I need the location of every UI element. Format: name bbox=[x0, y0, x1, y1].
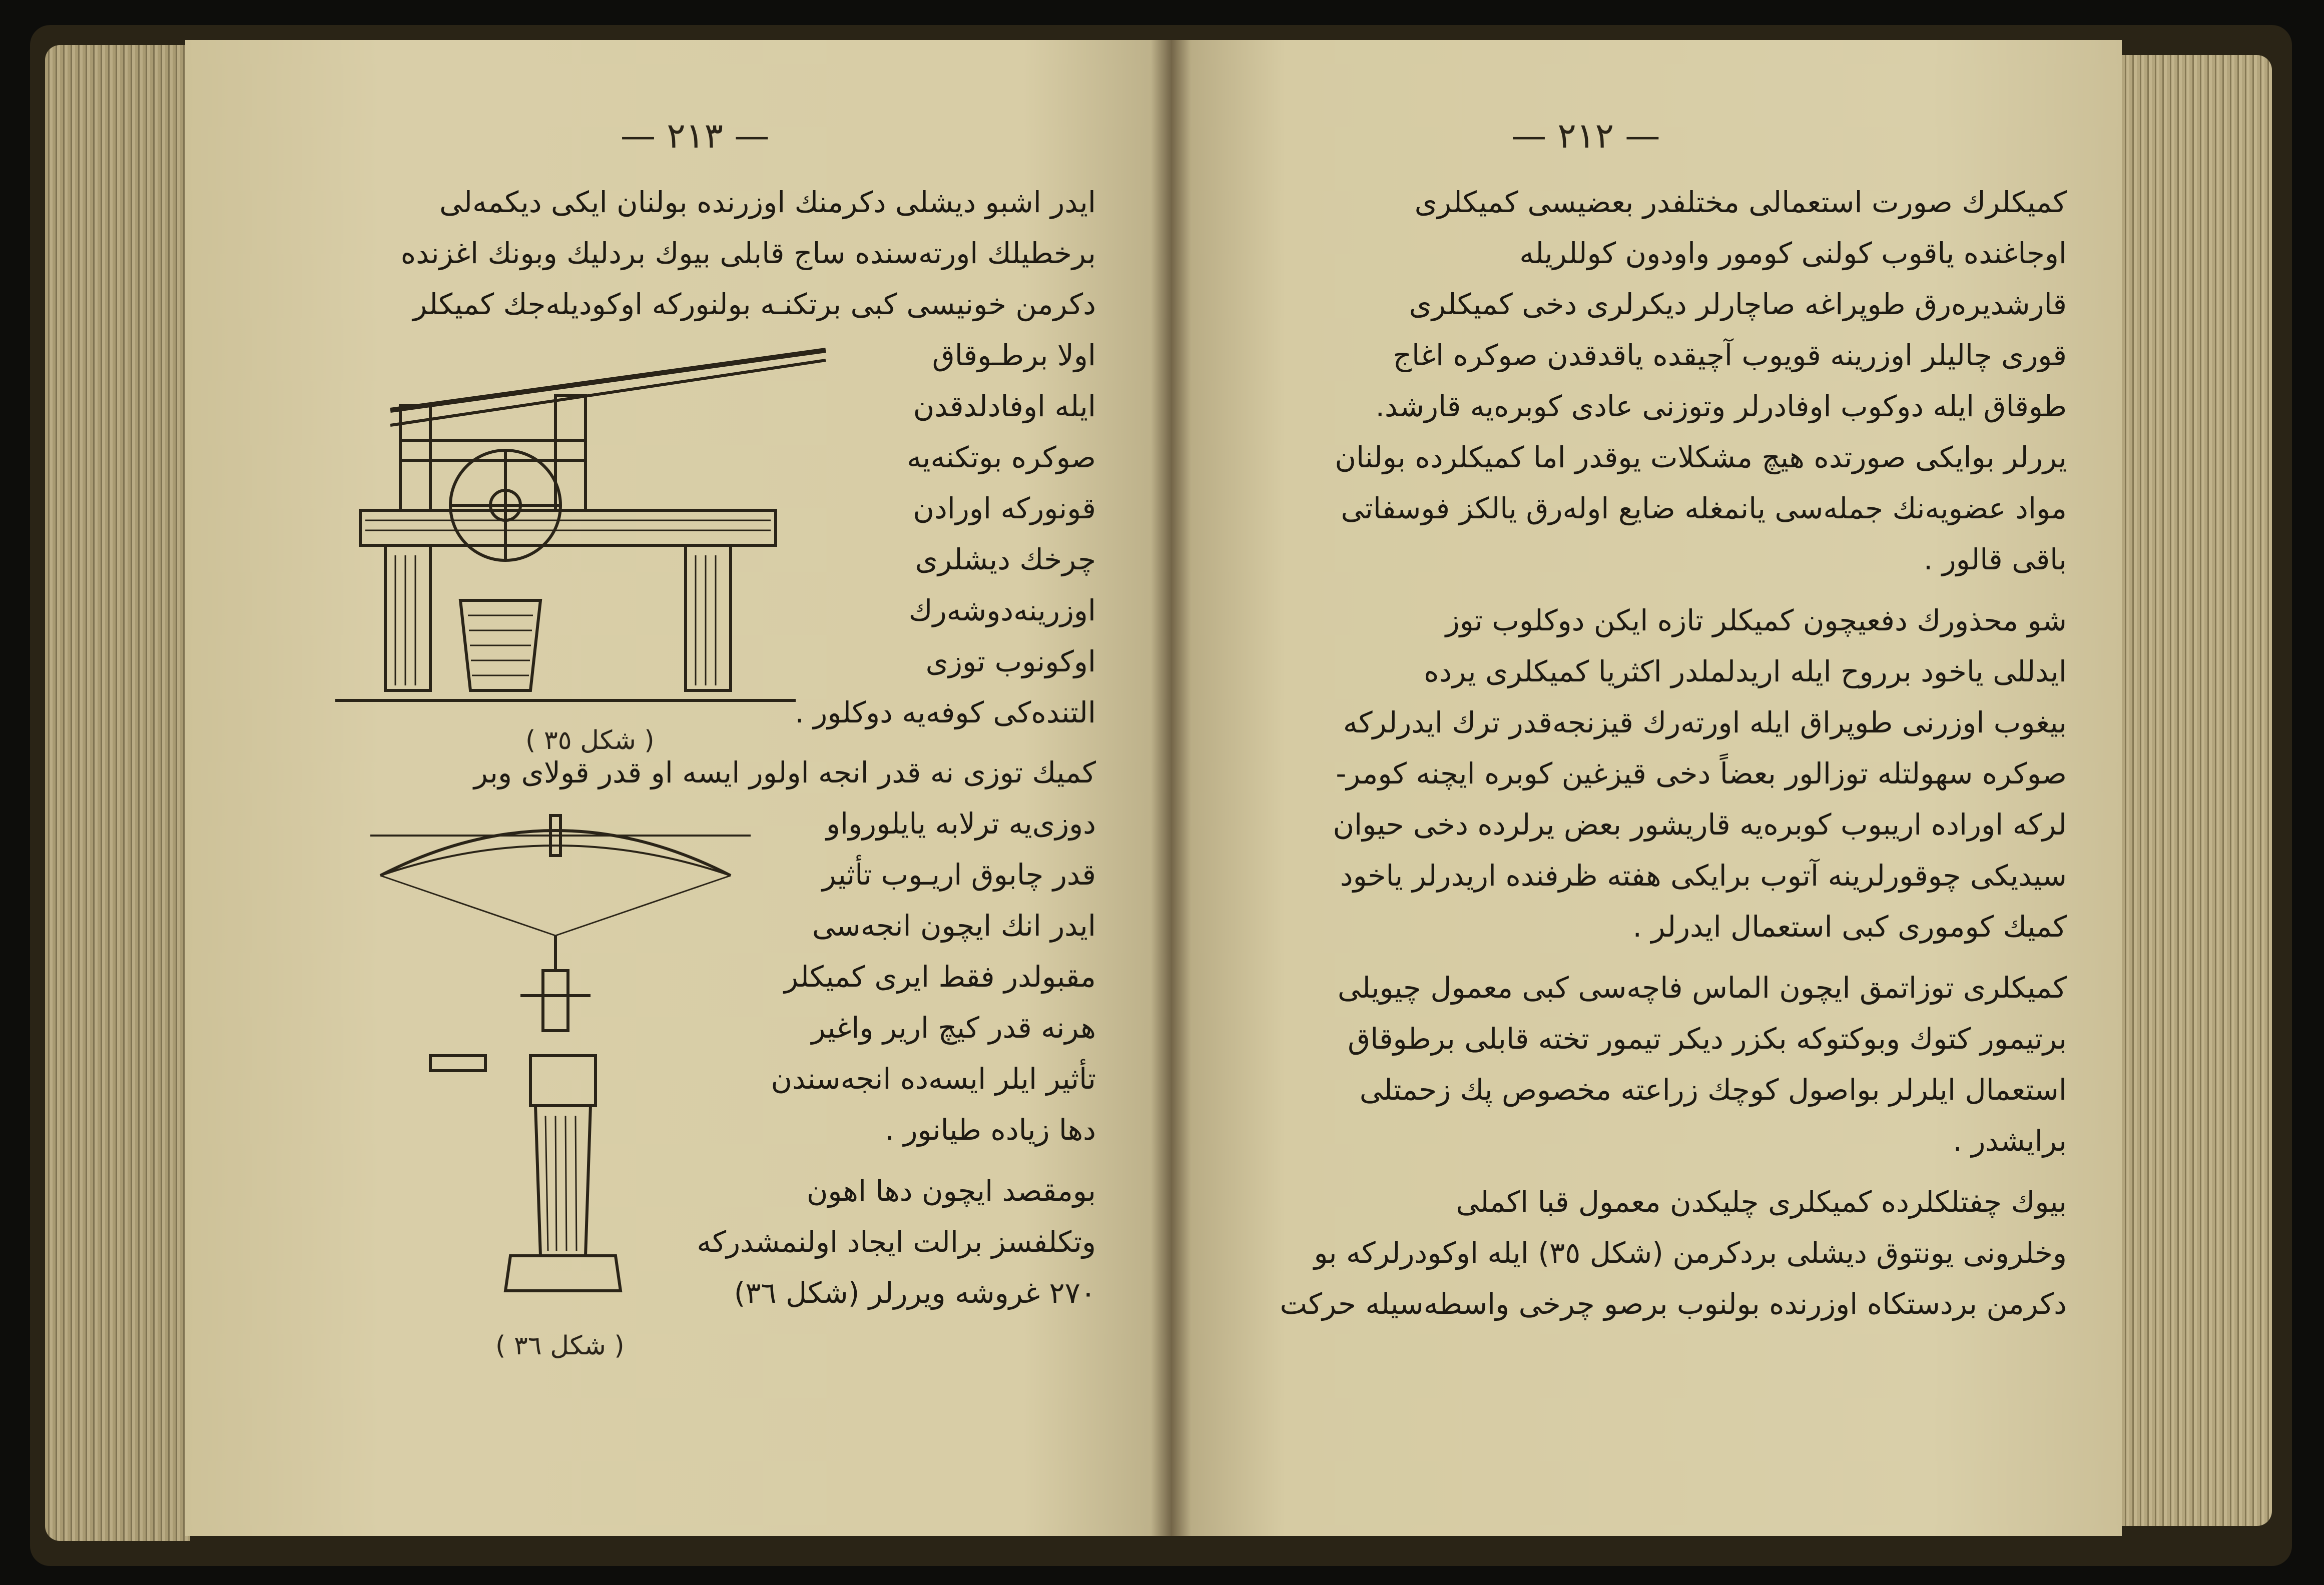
text-line: دها زياده طيانور . bbox=[885, 1113, 1096, 1147]
text-line: باقى قالور . bbox=[1923, 542, 2067, 576]
text-line: ٢٧٠ غروشه ويررلر (شكل ٣٦) bbox=[734, 1276, 1096, 1310]
text-line: قونوركه اورادن bbox=[913, 491, 1096, 525]
text-line: بومقصد ايچون دها اهون bbox=[806, 1174, 1096, 1208]
text-line: كميك كومورى كبى استعمال ايدرلر . bbox=[1632, 910, 2067, 944]
text-line: يررلر بوايكى صورتده هيچ مشكلات يوقدر اما كميكلرده بولنان bbox=[1335, 440, 2067, 474]
text-line: مقبولدر فقط ايرى كميكلر bbox=[784, 960, 1096, 994]
text-line: چرخك ديشلرى bbox=[915, 542, 1096, 576]
text-line: بيغوب اوزرنى طوپراق ايله اورته‌رك قيزنجه‌قدر ترك ايدرلركه bbox=[1343, 705, 2067, 739]
text-line: دوزى‌يه ترلابه يايلورواو bbox=[826, 807, 1096, 841]
text-line: دكرمن بردستكاه اوزرنده بولنوب برصو چرخى واسطه‌سيله حركت bbox=[1280, 1287, 2067, 1321]
text-line: اوجاغنده ياقوب كولنى كومور واودون كوللريله bbox=[1519, 236, 2067, 270]
text-line: لركه اوراده اريبوب كوبره‌يه قاريشور بعض يرلرده دخى حيوان bbox=[1333, 808, 2067, 842]
right-page bbox=[1171, 40, 2122, 1536]
text-line: ايله اوفادلدقدن bbox=[913, 389, 1096, 423]
text-line: قدر چابوق اريـوب تأثير bbox=[822, 858, 1096, 892]
bone-mill-figure bbox=[335, 320, 816, 720]
text-line: طوقاق ايله دوكوب اوفادرلر وتوزنى عادى كوبره‌يه قارشد. bbox=[1375, 389, 2067, 423]
bone-crusher-figure bbox=[370, 806, 751, 1326]
text-line: اوكونوب توزى bbox=[925, 644, 1096, 678]
text-line: صوكره سهولتله توزالور بعضاً دخى قيزغين كوبره ايچنه كومر- bbox=[1336, 756, 2067, 790]
left-page-edges bbox=[45, 45, 190, 1541]
text-line: ايدر انك ايچون انجه‌سى bbox=[812, 909, 1096, 943]
book-gutter bbox=[1151, 40, 1191, 1536]
text-line: قورى چاليلر اوزرينه قويوب آچيقده ياقدقدن صوكره اغاج bbox=[1393, 338, 2067, 372]
text-line: برايشدر . bbox=[1953, 1124, 2067, 1158]
right-page-edges bbox=[2107, 55, 2272, 1526]
text-line: اولا برطـوقاق bbox=[932, 338, 1096, 372]
text-line: برتيمور كتوك وبوكتوكه بكزر ديكر تيمور تخته قابلى برطوقاق bbox=[1348, 1022, 2067, 1056]
text-line: كميك توزى نه قدر انجه اولور ايسه او قدر قولاى وبر bbox=[473, 755, 1096, 789]
text-line: شو محذورك دفعيچون كميكلر تازه ايكن دوكلوب توز bbox=[1445, 603, 2067, 637]
page-number: — ٢١٢ — bbox=[1511, 115, 1660, 156]
text-line: كميكلرك صورت استعمالى مختلفدر بعضيسى كميكلرى bbox=[1414, 185, 2067, 219]
text-line: ايدر اشبو ديشلى دكرمنك اوزرنده بولنان ايكى ديكمه‌لى bbox=[439, 185, 1096, 219]
page-number: — ٢١٣ — bbox=[621, 115, 770, 156]
figure-caption: ( شكل ٣٦ ) bbox=[495, 1331, 625, 1361]
text-line: قارشديره‌رق طوپراغه صاچارلر ديكرلرى دخى كميكلرى bbox=[1409, 287, 2067, 321]
text-line: هرنه قدر كيچ ارير واغير bbox=[811, 1011, 1096, 1045]
text-line: تأثير ايلر ايسه‌ده انجه‌سندن bbox=[771, 1062, 1096, 1096]
text-line: استعمال ايلرلر بواصول كوچك زراعته مخصوص پك زحمتلى bbox=[1359, 1073, 2067, 1107]
text-line: اوزرينه‌دوشه‌رك bbox=[908, 593, 1096, 627]
text-line: سيديكى چوقورلرينه آتوب برايكى هفته ظرفنده اريدرلر ياخود bbox=[1340, 859, 2067, 893]
text-line: صوكره بوتكنه‌يه bbox=[907, 440, 1096, 474]
text-line: ايدللى ياخود برروح ايله اريدلملدر اكثريا كميكلرى يرده bbox=[1424, 654, 2067, 688]
text-line: دكرمن خونيسى كبى برتكنـه بولنوركه اوكوديله‌جك كميكلر bbox=[413, 287, 1096, 321]
text-line: بيوك چفتلكلرده كميكلرى چليكدن معمول قبا اكملى bbox=[1456, 1185, 2067, 1219]
text-line: وتكلفسز برالت ايجاد اولنمشدركه bbox=[697, 1225, 1096, 1259]
left-page bbox=[185, 40, 1171, 1536]
figure-caption: ( شكل ٣٥ ) bbox=[525, 725, 655, 755]
text-line: التنده‌كى كوفه‌يه دوكلور . bbox=[795, 695, 1096, 729]
text-line: برخطيلك اورته‌سنده ساج قابلى بيوك بردليك وبونك اغزنده bbox=[400, 236, 1096, 270]
text-line: كميكلرى توزاتمق ايچون الماس فاچه‌سى كبى معمول چيويلى bbox=[1337, 971, 2067, 1005]
text-line: مواد عضويه‌نك جمله‌سى يانمغله ضايع اوله‌رق يالكز فوسفاتى bbox=[1341, 491, 2067, 525]
text-line: وخلرونى يونتوق ديشلى بردكرمن (شكل ٣٥) ايله اوكودرلركه بو bbox=[1314, 1236, 2067, 1270]
